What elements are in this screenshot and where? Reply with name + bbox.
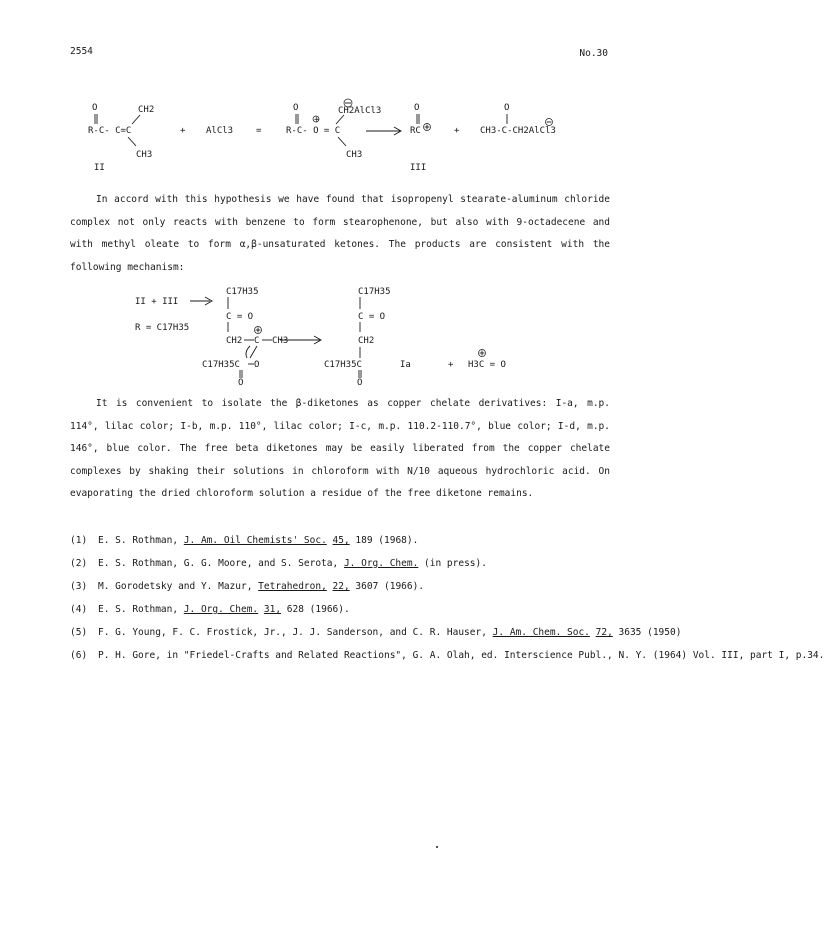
reference-item — [70, 557, 630, 570]
reference-journal: J. Am. Oil Chemists' Soc. — [183, 535, 327, 546]
eq1-ch2-top: CH2 — [138, 105, 155, 115]
reference-authors: P. H. Gore, in "Friedel-Crafts and Related Reactions", G. A. Olah, ed. Interscience Publ., N. Y. (1964) Vol. III, part I, p.34. — [98, 650, 824, 661]
reference-text — [98, 580, 630, 593]
reference-number: (2) — [70, 558, 88, 569]
reference-journal: J. Org. Chem. — [343, 558, 419, 569]
eq1-bond-ch2 — [132, 115, 140, 124]
eq1-bond-ch3 — [128, 137, 136, 146]
reaction-scheme-1-svg — [88, 100, 608, 175]
reference-pages: 3607 (1966). — [349, 581, 425, 592]
eq2-o-bottom-right: O — [357, 378, 363, 388]
eq1-complex-top: CH2AlCl3 — [338, 106, 382, 116]
paragraph-chelates: It is convenient to isolate the β-diketones as copper chelate derivatives: I-a, m.p. 114°, lilac color; I-b, m.p. 110°, lilac color; I-c, m.p. 110.2-110.7°, blue color; I-d, m.p. 146°, blue color. The free beta diketones may be easily liberated from the copper chelate complexes by shaking their solutions in chloroform with N/10 aqueous hydrochloric acid. On evaporating the dried chloroform solution a residue of the free diketone remains. — [70, 398, 610, 499]
eq2-label-ia: Ia — [400, 360, 411, 370]
reference-text — [98, 649, 824, 662]
reaction-scheme-1 — [88, 100, 608, 175]
speck-mark — [436, 846, 438, 848]
eq1-ch3: CH3 — [136, 150, 153, 160]
eq1-complex-bond-ch3 — [338, 137, 346, 146]
eq1-acylium-o: O — [414, 103, 420, 113]
eq2-curved-arrow — [246, 346, 250, 358]
reference-pages: 3635 (1950) — [612, 627, 682, 638]
reference-number: (4) — [70, 604, 88, 615]
eq2-ch2-left: CH2 — [226, 336, 243, 346]
eq1-complex-o: O — [293, 103, 299, 113]
eq1-plus-charge: + — [314, 115, 320, 125]
eq1-product-o: O — [504, 103, 510, 113]
reference-volume: 31, — [263, 604, 282, 615]
eq1-equals: = — [256, 126, 262, 136]
reference-number: (5) — [70, 627, 88, 638]
reference-item — [70, 603, 630, 616]
eq1-complex: R-C- O = C — [286, 126, 341, 136]
reference-journal: J. Org. Chem. — [183, 604, 259, 615]
references-list — [70, 534, 824, 672]
eq2-cplus: C — [254, 336, 260, 346]
eq2-ch2-right: CH2 — [358, 336, 375, 346]
reference-authors: E. S. Rothman, — [98, 535, 184, 546]
eq1-plus-1: + — [180, 126, 186, 136]
reference-item — [70, 580, 630, 593]
eq1-o-top: O — [92, 103, 98, 113]
eq2-r-def: R = C17H35 — [135, 323, 190, 333]
reference-text — [98, 557, 630, 570]
reference-pages: (in press). — [418, 558, 487, 569]
eq1-plus-2: + — [454, 126, 460, 136]
eq1-ester: R-C- C=C — [88, 126, 132, 136]
eq2-c17-bottom-left: C17H35C — [202, 360, 240, 370]
eq2-plus: + — [448, 360, 454, 370]
eq2-c17-top-left: C17H35 — [226, 287, 259, 297]
reference-number: (6) — [70, 650, 88, 661]
reference-volume: 22, — [332, 581, 350, 592]
paragraph-mechanism: In accord with this hypothesis we have found that isopropenyl stearate-aluminum chloride complex not only reacts with benzene to form stearophenone, but also with 9-octadecene and with methyl oleate to form α,β-unsaturated ketones. The products are consistent with the following mechanism: — [70, 194, 610, 273]
reference-number: (1) — [70, 535, 88, 546]
reference-text — [98, 603, 630, 616]
eq2-c17-bottom-right: C17H35C — [324, 360, 362, 370]
reference-text — [98, 534, 630, 547]
eq1-alcl3: AlCl3 — [206, 126, 234, 136]
eq2-ch3-left: CH3 — [272, 336, 289, 346]
reference-authors: F. G. Young, F. C. Frostick, Jr., J. J. Sanderson, and C. R. Hauser, — [98, 627, 493, 638]
reaction-scheme-2-svg — [130, 284, 530, 386]
reference-pages: 628 (1966). — [281, 604, 350, 615]
page-number: 2554 — [70, 46, 93, 57]
eq2-h3c: H3C = O — [468, 360, 506, 370]
reference-authors: E. S. Rothman, G. G. Moore, and S. Serota, — [98, 558, 344, 569]
eq1-product: CH3-C-CH2AlCl3 — [480, 126, 556, 136]
eq2-reaction: II + III — [135, 297, 179, 307]
reference-journal: J. Am. Chem. Soc. — [492, 627, 590, 638]
reference-volume: 45, — [332, 535, 350, 546]
eq2-o-bottom-left: O — [238, 378, 244, 388]
eq1-complex-ch3: CH3 — [346, 150, 363, 160]
reference-item — [70, 626, 682, 639]
reference-authors: E. S. Rothman, — [98, 604, 184, 615]
eq1-label-iii: III — [410, 163, 427, 173]
eq1-acylium: RC — [410, 126, 421, 136]
reference-item — [70, 534, 630, 547]
reaction-scheme-2 — [130, 284, 530, 386]
eq1-complex-bond-top — [336, 115, 344, 124]
reference-text — [98, 626, 681, 639]
reference-authors: M. Gorodetsky and Y. Mazur, — [98, 581, 259, 592]
eq1-label-ii: II — [94, 163, 105, 173]
eq2-o-left: O — [254, 360, 260, 370]
eq2-c17-top-right: C17H35 — [358, 287, 391, 297]
reference-item — [70, 649, 824, 662]
reference-number: (3) — [70, 581, 88, 592]
issue-number: No.30 — [579, 48, 608, 59]
reference-journal: Tetrahedron, — [258, 581, 327, 592]
eq2-c-o-left: C = O — [226, 312, 254, 322]
eq2-c-o-right: C = O — [358, 312, 386, 322]
reference-pages: 189 (1968). — [349, 535, 419, 546]
eq2-left-bond-5 — [250, 346, 257, 358]
reference-volume: 72, — [595, 627, 613, 638]
